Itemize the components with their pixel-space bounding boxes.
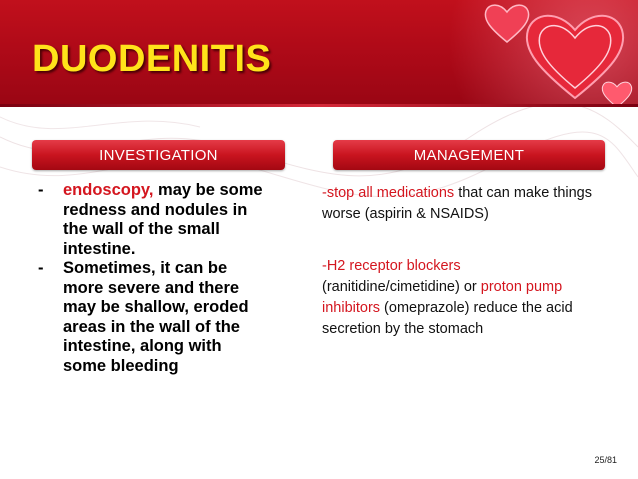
bullet-dash: - — [38, 181, 44, 199]
investigation-text: Sometimes, it can be more severe and there may be shallow, eroded areas in the wall of the intestine, along with some bleeding — [63, 259, 249, 375]
management-heading: MANAGEMENT — [413, 146, 525, 164]
management-paragraph-1 — [322, 183, 602, 225]
management-text: (omeprazole) reduce the acid secretion by the stomach — [322, 300, 573, 337]
page-number: 25/81 — [594, 455, 617, 465]
investigation-text: may be some redness and nodules in the wall of the small intestine. — [63, 181, 263, 258]
investigation-highlight: endoscopy, — [63, 181, 154, 199]
investigation-item-endoscopy — [38, 181, 263, 259]
management-heading-bar — [333, 140, 605, 170]
management-content — [322, 183, 602, 340]
header-banner — [0, 0, 638, 104]
investigation-heading: INVESTIGATION — [99, 146, 218, 164]
page-title: DUODENITIS — [32, 38, 272, 80]
management-text: that can make things worse (aspirin & NSAIDS) — [322, 185, 592, 222]
investigation-list — [38, 181, 263, 376]
investigation-heading-bar — [32, 140, 285, 170]
management-highlight: -H2 receptor blockers — [322, 258, 461, 274]
management-highlight: proton pump inhibitors — [322, 279, 563, 316]
investigation-item-severe — [38, 259, 263, 376]
bullet-dash: - — [38, 259, 44, 277]
management-text: (ranitidine/cimetidine) or — [322, 279, 481, 295]
heart-small-icon — [482, 2, 532, 46]
management-highlight: -stop all medications — [322, 185, 455, 201]
paragraph-spacer — [322, 225, 602, 256]
heart-tiny-icon — [600, 80, 634, 104]
management-paragraph-2 — [322, 256, 602, 340]
